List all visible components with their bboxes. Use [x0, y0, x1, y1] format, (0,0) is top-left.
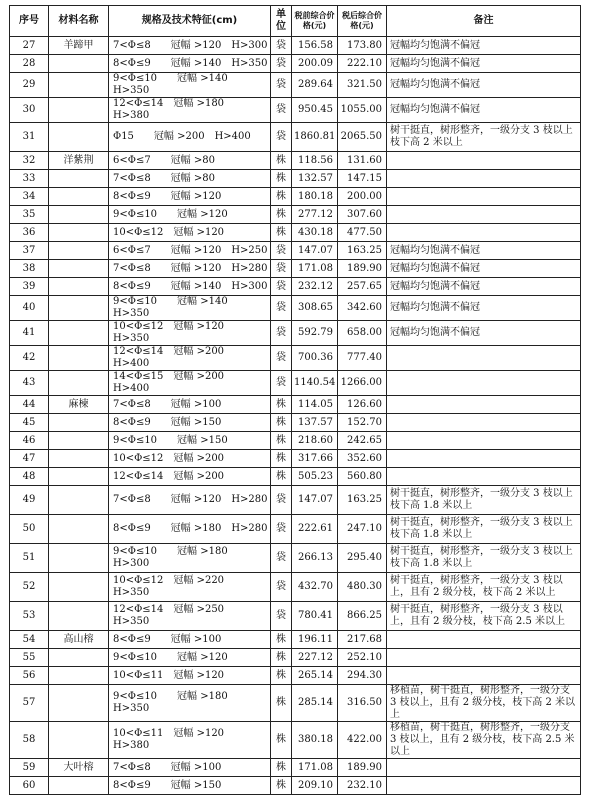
unit-cell: 株	[271, 432, 292, 450]
spec-cell: 7<Φ≤8 冠幅 >120 H>300	[109, 37, 271, 55]
material-cell	[49, 685, 109, 722]
pre-tax-price-cell: 780.41	[292, 602, 338, 631]
pre-tax-price-cell: 227.12	[292, 649, 338, 667]
post-tax-price-cell: 2065.50	[338, 123, 387, 152]
material-cell	[49, 371, 109, 396]
material-cell	[49, 544, 109, 573]
seq-cell: 53	[10, 602, 49, 631]
unit-cell: 袋	[271, 37, 292, 55]
pre-tax-price-cell: 285.14	[292, 685, 338, 722]
post-tax-price-cell: 247.10	[338, 515, 387, 544]
unit-cell: 袋	[271, 486, 292, 515]
remark-cell: 移植苗，树干挺直，树形整齐，一级分支 3 枝以上，且有 2 级分枝，枝下高 2.5 米以上	[387, 722, 581, 759]
spec-cell: 7<Φ≤8 冠幅 >80	[109, 170, 271, 188]
unit-cell: 株	[271, 631, 292, 649]
seq-cell: 34	[10, 188, 49, 206]
remark-cell	[387, 224, 581, 242]
pre-tax-price-cell: 592.79	[292, 321, 338, 346]
remark-cell: 冠幅均匀饱满不偏冠	[387, 242, 581, 260]
remark-cell	[387, 450, 581, 468]
unit-cell: 袋	[271, 73, 292, 98]
remark-cell: 树干挺直，树形整齐，一级分支 3 枝以上枝下高 1.8 米以上	[387, 544, 581, 573]
unit-cell: 株	[271, 396, 292, 414]
material-cell	[49, 260, 109, 278]
table-row	[10, 123, 581, 152]
table-row	[10, 98, 581, 123]
post-tax-price-cell: 658.00	[338, 321, 387, 346]
unit-cell: 袋	[271, 544, 292, 573]
remark-cell: 树干挺直，树形整齐，一级分支 3 枝以上，且有 2 级分枝，枝下高 2.5 米以上	[387, 602, 581, 631]
remark-cell: 冠幅均匀饱满不偏冠	[387, 321, 581, 346]
unit-cell: 袋	[271, 321, 292, 346]
seq-cell: 33	[10, 170, 49, 188]
seq-cell: 46	[10, 432, 49, 450]
post-tax-price-cell: 321.50	[338, 73, 387, 98]
remark-cell: 移植苗，树干挺直，树形整齐，一级分支 3 枝以上，且有 2 级分枝，枝下高 2 米以上	[387, 685, 581, 722]
table-row	[10, 414, 581, 432]
material-cell	[49, 515, 109, 544]
post-tax-price-cell: 163.25	[338, 242, 387, 260]
table-row	[10, 73, 581, 98]
remark-cell: 冠幅均匀饱满不偏冠	[387, 98, 581, 123]
material-cell	[49, 777, 109, 795]
header-unit: 单位	[271, 6, 292, 37]
pre-tax-price-cell: 266.13	[292, 544, 338, 573]
unit-cell: 袋	[271, 602, 292, 631]
remark-cell: 冠幅均匀饱满不偏冠	[387, 55, 581, 73]
material-cell	[49, 242, 109, 260]
post-tax-price-cell: 242.65	[338, 432, 387, 450]
material-cell	[49, 296, 109, 321]
spec-cell: 9<Φ≤10 冠幅 >180 H>300	[109, 544, 271, 573]
seq-cell: 57	[10, 685, 49, 722]
unit-cell: 株	[271, 777, 292, 795]
remark-cell	[387, 631, 581, 649]
post-tax-price-cell: 200.00	[338, 188, 387, 206]
pre-tax-price-cell: 200.09	[292, 55, 338, 73]
material-cell: 羊蹄甲	[49, 37, 109, 55]
price-table-container	[9, 5, 580, 795]
remark-cell	[387, 396, 581, 414]
unit-cell: 株	[271, 224, 292, 242]
unit-cell: 株	[271, 188, 292, 206]
spec-cell: 10<Φ≤12 冠幅 >120 H>350	[109, 321, 271, 346]
seq-cell: 48	[10, 468, 49, 486]
spec-cell: 9<Φ≤10 冠幅 >150	[109, 432, 271, 450]
material-cell	[49, 722, 109, 759]
pre-tax-price-cell: 147.07	[292, 486, 338, 515]
table-row	[10, 631, 581, 649]
material-cell	[49, 573, 109, 602]
material-cell	[49, 123, 109, 152]
post-tax-price-cell: 295.40	[338, 544, 387, 573]
spec-cell: 8<Φ≤9 冠幅 >100	[109, 631, 271, 649]
seq-cell: 28	[10, 55, 49, 73]
material-cell	[49, 55, 109, 73]
unit-cell: 袋	[271, 260, 292, 278]
seq-cell: 36	[10, 224, 49, 242]
remark-cell: 树干挺直，树形整齐，一级分支 3 枝以上枝下高 1.8 米以上	[387, 486, 581, 515]
spec-cell: 12<Φ≤14 冠幅 >180 H>380	[109, 98, 271, 123]
seq-cell: 29	[10, 73, 49, 98]
post-tax-price-cell: 232.10	[338, 777, 387, 795]
seq-cell: 58	[10, 722, 49, 759]
table-row	[10, 468, 581, 486]
spec-cell: 9<Φ≤10 冠幅 >140 H>350	[109, 73, 271, 98]
remark-cell	[387, 371, 581, 396]
table-row	[10, 602, 581, 631]
seq-cell: 39	[10, 278, 49, 296]
seq-cell: 54	[10, 631, 49, 649]
pre-tax-price-cell: 171.08	[292, 260, 338, 278]
material-cell	[49, 414, 109, 432]
spec-cell: 6<Φ≤7 冠幅 >120 H>250	[109, 242, 271, 260]
spec-cell: 8<Φ≤9 冠幅 >140 H>350	[109, 55, 271, 73]
post-tax-price-cell: 866.25	[338, 602, 387, 631]
post-tax-price-cell: 422.00	[338, 722, 387, 759]
unit-cell: 袋	[271, 515, 292, 544]
seq-cell: 31	[10, 123, 49, 152]
table-row	[10, 544, 581, 573]
remark-cell: 冠幅均匀饱满不偏冠	[387, 37, 581, 55]
seq-cell: 47	[10, 450, 49, 468]
remark-cell: 冠幅均匀饱满不偏冠	[387, 278, 581, 296]
material-cell	[49, 170, 109, 188]
table-row	[10, 722, 581, 759]
table-row	[10, 278, 581, 296]
table-row	[10, 260, 581, 278]
spec-cell: 8<Φ≤9 冠幅 >150	[109, 414, 271, 432]
table-row	[10, 152, 581, 170]
header-seq: 序号	[10, 6, 49, 37]
material-cell: 高山榕	[49, 631, 109, 649]
remark-cell: 树干挺直，树形整齐，一级分支 3 枝以上枝下高 1.8 米以上	[387, 515, 581, 544]
material-cell	[49, 468, 109, 486]
post-tax-price-cell: 131.60	[338, 152, 387, 170]
pre-tax-price-cell: 308.65	[292, 296, 338, 321]
seq-cell: 59	[10, 759, 49, 777]
remark-cell	[387, 649, 581, 667]
remark-cell: 冠幅均匀饱满不偏冠	[387, 73, 581, 98]
unit-cell: 株	[271, 152, 292, 170]
unit-cell: 株	[271, 450, 292, 468]
remark-cell	[387, 667, 581, 685]
remark-cell: 树干挺直，树形整齐，一级分支 3 枝以上，且有 2 级分枝，枝下高 2 米以上	[387, 573, 581, 602]
pre-tax-price-cell: 700.36	[292, 346, 338, 371]
remark-cell: 冠幅均匀饱满不偏冠	[387, 296, 581, 321]
unit-cell: 株	[271, 468, 292, 486]
spec-cell: 12<Φ≤14 冠幅 >250 H>350	[109, 602, 271, 631]
unit-cell: 袋	[271, 296, 292, 321]
unit-cell: 袋	[271, 242, 292, 260]
unit-cell: 株	[271, 722, 292, 759]
table-row	[10, 170, 581, 188]
spec-cell: 9<Φ≤10 冠幅 >120	[109, 649, 271, 667]
post-tax-price-cell: 189.90	[338, 260, 387, 278]
pre-tax-price-cell: 222.61	[292, 515, 338, 544]
unit-cell: 株	[271, 414, 292, 432]
table-row	[10, 396, 581, 414]
seq-cell: 41	[10, 321, 49, 346]
post-tax-price-cell: 352.60	[338, 450, 387, 468]
table-row	[10, 37, 581, 55]
seq-cell: 49	[10, 486, 49, 515]
post-tax-price-cell: 477.50	[338, 224, 387, 242]
spec-cell: 7<Φ≤8 冠幅 >100	[109, 759, 271, 777]
post-tax-price-cell: 480.30	[338, 573, 387, 602]
seq-cell: 35	[10, 206, 49, 224]
material-cell	[49, 188, 109, 206]
seq-cell: 45	[10, 414, 49, 432]
spec-cell: 10<Φ≤12 冠幅 >200	[109, 450, 271, 468]
post-tax-price-cell: 126.60	[338, 396, 387, 414]
remark-cell	[387, 206, 581, 224]
unit-cell: 袋	[271, 123, 292, 152]
pre-tax-price-cell: 209.10	[292, 777, 338, 795]
post-tax-price-cell: 307.60	[338, 206, 387, 224]
spec-cell: 7<Φ≤8 冠幅 >120 H>280	[109, 486, 271, 515]
unit-cell: 袋	[271, 55, 292, 73]
spec-cell: 8<Φ≤9 冠幅 >140 H>300	[109, 278, 271, 296]
spec-cell: 6<Φ≤7 冠幅 >80	[109, 152, 271, 170]
material-cell	[49, 450, 109, 468]
pre-tax-price-cell: 950.45	[292, 98, 338, 123]
table-row	[10, 346, 581, 371]
table-row	[10, 206, 581, 224]
remark-cell	[387, 170, 581, 188]
post-tax-price-cell: 252.10	[338, 649, 387, 667]
pre-tax-price-cell: 218.60	[292, 432, 338, 450]
post-tax-price-cell: 152.70	[338, 414, 387, 432]
material-cell	[49, 224, 109, 242]
header-row	[10, 6, 581, 37]
spec-cell: 9<Φ≤10 冠幅 >120	[109, 206, 271, 224]
material-cell: 洋紫荆	[49, 152, 109, 170]
pre-tax-price-cell: 132.57	[292, 170, 338, 188]
table-row	[10, 371, 581, 396]
material-cell	[49, 602, 109, 631]
table-row	[10, 432, 581, 450]
remark-cell	[387, 346, 581, 371]
header-spec: 规格及技术特征(cm)	[109, 6, 271, 37]
header-post-tax: 税后综合价格(元)	[338, 6, 387, 37]
unit-cell: 株	[271, 667, 292, 685]
seq-cell: 38	[10, 260, 49, 278]
table-row	[10, 515, 581, 544]
post-tax-price-cell: 560.80	[338, 468, 387, 486]
pre-tax-price-cell: 118.56	[292, 152, 338, 170]
material-cell	[49, 206, 109, 224]
spec-cell: 10<Φ≤11 冠幅 >120	[109, 667, 271, 685]
remark-cell	[387, 414, 581, 432]
material-cell	[49, 98, 109, 123]
post-tax-price-cell: 294.30	[338, 667, 387, 685]
pre-tax-price-cell: 137.57	[292, 414, 338, 432]
material-cell	[49, 321, 109, 346]
unit-cell: 袋	[271, 346, 292, 371]
seq-cell: 55	[10, 649, 49, 667]
post-tax-price-cell: 342.60	[338, 296, 387, 321]
table-body	[10, 37, 581, 795]
unit-cell: 株	[271, 170, 292, 188]
post-tax-price-cell: 163.25	[338, 486, 387, 515]
table-row	[10, 296, 581, 321]
spec-cell: 14<Φ≤15 冠幅 >200 H>400	[109, 371, 271, 396]
remark-cell: 树干挺直，树形整齐，一级分支 3 枝以上枝下高 2 米以上	[387, 123, 581, 152]
spec-cell: 12<Φ≤14 冠幅 >200 H>400	[109, 346, 271, 371]
material-cell: 麻楝	[49, 396, 109, 414]
spec-cell: 8<Φ≤9 冠幅 >120	[109, 188, 271, 206]
seq-cell: 60	[10, 777, 49, 795]
post-tax-price-cell: 1055.00	[338, 98, 387, 123]
seq-cell: 32	[10, 152, 49, 170]
pre-tax-price-cell: 380.18	[292, 722, 338, 759]
table-row	[10, 188, 581, 206]
price-table	[9, 5, 581, 795]
post-tax-price-cell: 217.68	[338, 631, 387, 649]
spec-cell: 10<Φ≤11 冠幅 >120 H>380	[109, 722, 271, 759]
pre-tax-price-cell: 232.12	[292, 278, 338, 296]
material-cell	[49, 486, 109, 515]
material-cell	[49, 432, 109, 450]
pre-tax-price-cell: 432.70	[292, 573, 338, 602]
unit-cell: 袋	[271, 573, 292, 602]
pre-tax-price-cell: 265.14	[292, 667, 338, 685]
spec-cell: 10<Φ≤12 冠幅 >220 H>350	[109, 573, 271, 602]
seq-cell: 27	[10, 37, 49, 55]
pre-tax-price-cell: 505.23	[292, 468, 338, 486]
unit-cell: 株	[271, 685, 292, 722]
table-row	[10, 321, 581, 346]
material-cell	[49, 278, 109, 296]
post-tax-price-cell: 777.40	[338, 346, 387, 371]
unit-cell: 株	[271, 759, 292, 777]
remark-cell	[387, 432, 581, 450]
table-row	[10, 242, 581, 260]
remark-cell	[387, 188, 581, 206]
post-tax-price-cell: 316.50	[338, 685, 387, 722]
table-row	[10, 224, 581, 242]
seq-cell: 30	[10, 98, 49, 123]
seq-cell: 37	[10, 242, 49, 260]
remark-cell	[387, 152, 581, 170]
spec-cell: Φ15 冠幅 >200 H>400	[109, 123, 271, 152]
material-cell	[49, 667, 109, 685]
seq-cell: 40	[10, 296, 49, 321]
pre-tax-price-cell: 317.66	[292, 450, 338, 468]
pre-tax-price-cell: 1860.81	[292, 123, 338, 152]
material-cell: 大叶榕	[49, 759, 109, 777]
unit-cell: 袋	[271, 371, 292, 396]
pre-tax-price-cell: 156.58	[292, 37, 338, 55]
pre-tax-price-cell: 196.11	[292, 631, 338, 649]
header-remark: 备注	[387, 6, 581, 37]
post-tax-price-cell: 222.10	[338, 55, 387, 73]
remark-cell	[387, 468, 581, 486]
spec-cell: 8<Φ≤9 冠幅 >150	[109, 777, 271, 795]
seq-cell: 42	[10, 346, 49, 371]
pre-tax-price-cell: 277.12	[292, 206, 338, 224]
post-tax-price-cell: 1266.00	[338, 371, 387, 396]
spec-cell: 9<Φ≤10 冠幅 >140 H>350	[109, 296, 271, 321]
pre-tax-price-cell: 147.07	[292, 242, 338, 260]
pre-tax-price-cell: 114.05	[292, 396, 338, 414]
seq-cell: 44	[10, 396, 49, 414]
table-row	[10, 685, 581, 722]
seq-cell: 52	[10, 573, 49, 602]
pre-tax-price-cell: 171.08	[292, 759, 338, 777]
spec-cell: 7<Φ≤8 冠幅 >120 H>280	[109, 260, 271, 278]
pre-tax-price-cell: 430.18	[292, 224, 338, 242]
pre-tax-price-cell: 180.18	[292, 188, 338, 206]
unit-cell: 株	[271, 649, 292, 667]
table-row	[10, 759, 581, 777]
material-cell	[49, 649, 109, 667]
table-row	[10, 649, 581, 667]
table-row	[10, 450, 581, 468]
header-pre-tax: 税前综合价格(元)	[292, 6, 338, 37]
seq-cell: 50	[10, 515, 49, 544]
spec-cell: 10<Φ≤12 冠幅 >120	[109, 224, 271, 242]
spec-cell: 12<Φ≤14 冠幅 >200	[109, 468, 271, 486]
unit-cell: 株	[271, 206, 292, 224]
seq-cell: 43	[10, 371, 49, 396]
unit-cell: 袋	[271, 278, 292, 296]
material-cell	[49, 346, 109, 371]
table-row	[10, 777, 581, 795]
pre-tax-price-cell: 1140.54	[292, 371, 338, 396]
table-row	[10, 667, 581, 685]
seq-cell: 56	[10, 667, 49, 685]
unit-cell: 袋	[271, 98, 292, 123]
post-tax-price-cell: 257.65	[338, 278, 387, 296]
material-cell	[49, 73, 109, 98]
header-material: 材料名称	[49, 6, 109, 37]
remark-cell	[387, 777, 581, 795]
remark-cell: 冠幅均匀饱满不偏冠	[387, 260, 581, 278]
pre-tax-price-cell: 289.64	[292, 73, 338, 98]
post-tax-price-cell: 147.15	[338, 170, 387, 188]
table-row	[10, 573, 581, 602]
remark-cell	[387, 759, 581, 777]
seq-cell: 51	[10, 544, 49, 573]
post-tax-price-cell: 173.80	[338, 37, 387, 55]
table-row	[10, 486, 581, 515]
spec-cell: 7<Φ≤8 冠幅 >100	[109, 396, 271, 414]
table-row	[10, 55, 581, 73]
spec-cell: 8<Φ≤9 冠幅 >180 H>280	[109, 515, 271, 544]
spec-cell: 9<Φ≤10 冠幅 >180 H>350	[109, 685, 271, 722]
post-tax-price-cell: 189.90	[338, 759, 387, 777]
